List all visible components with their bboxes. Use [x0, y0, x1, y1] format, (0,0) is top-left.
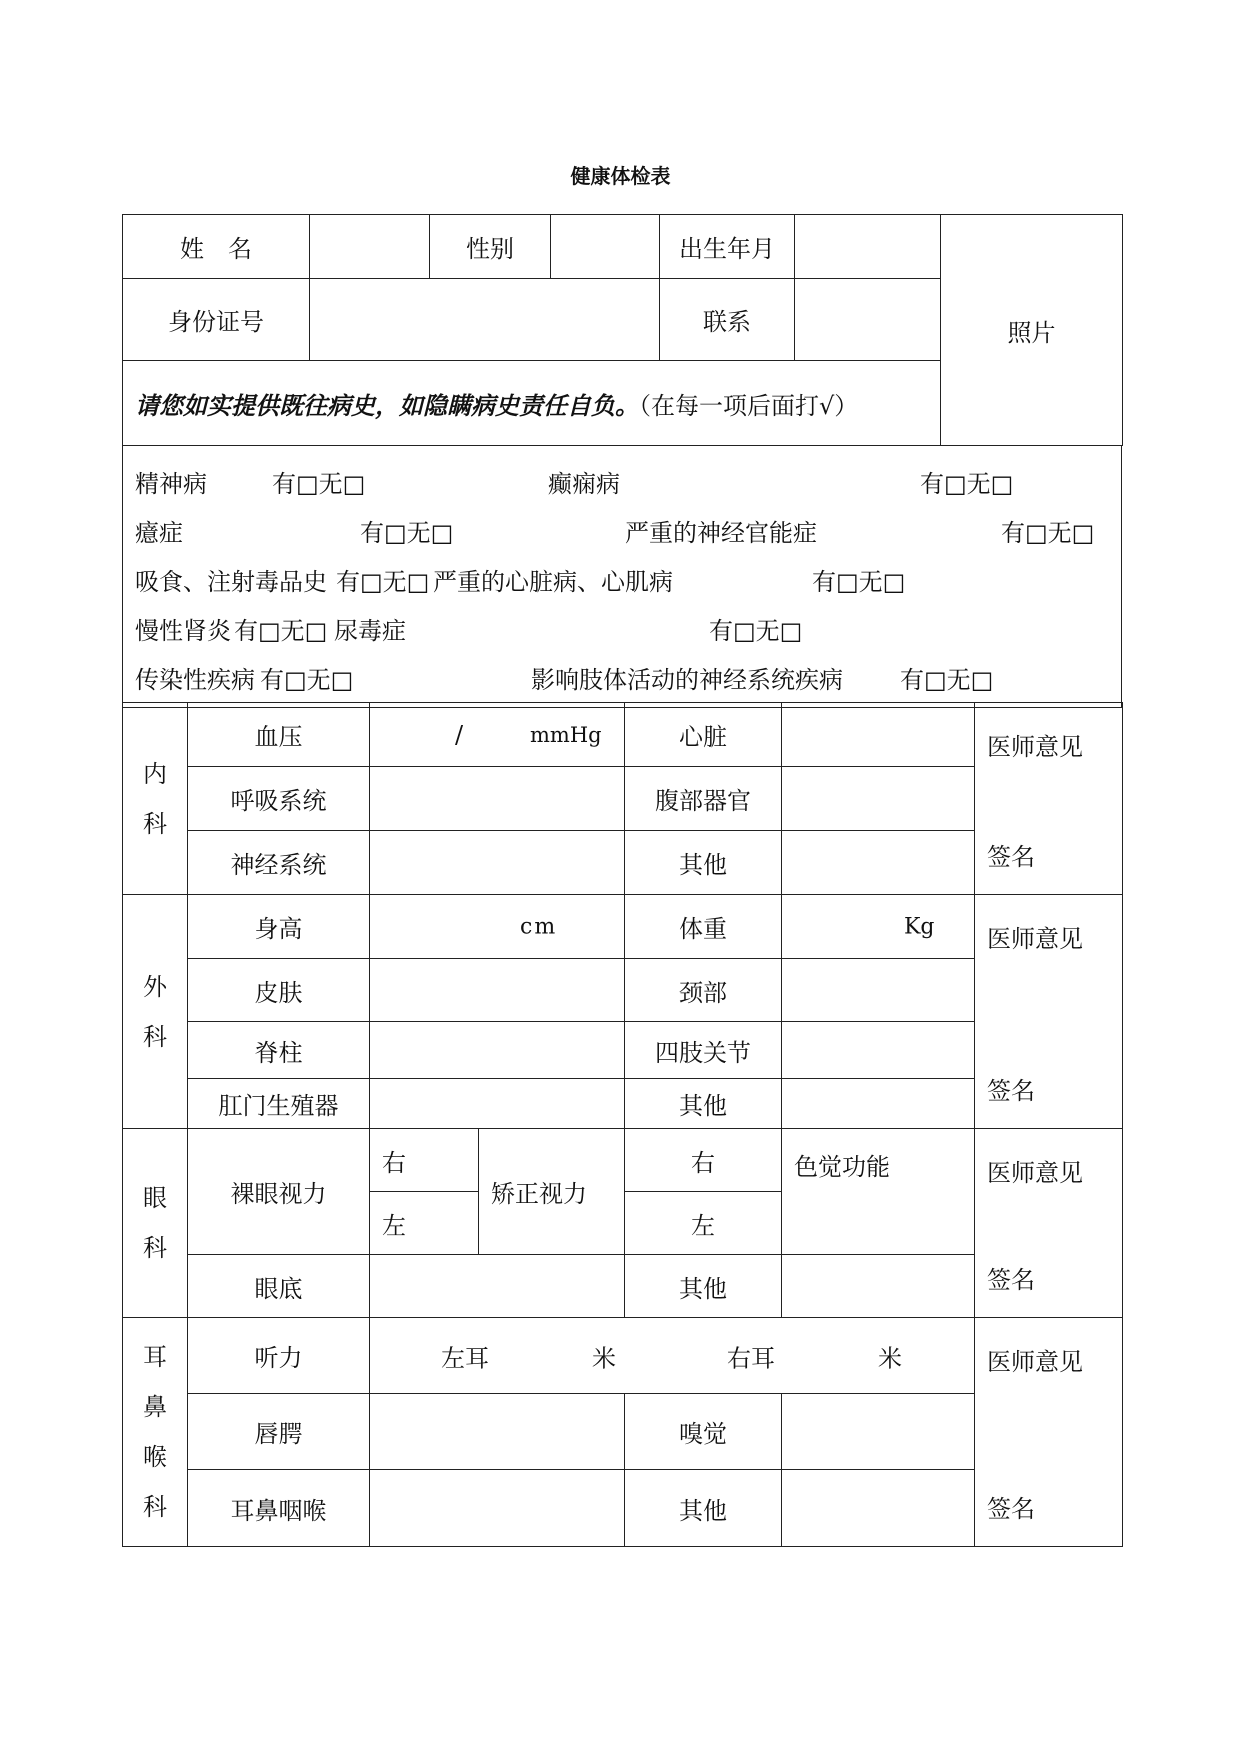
ent-other-field[interactable]: [782, 1470, 975, 1547]
internal-opinion-label: 医师意见: [987, 733, 1083, 761]
skin-field[interactable]: [370, 959, 625, 1022]
surgery-opinion[interactable]: [975, 895, 1123, 1129]
history-row: [135, 601, 1109, 650]
ent-other-label: 其他: [625, 1470, 782, 1547]
corrected-right-label: 右: [691, 1148, 715, 1177]
surgery-other-label: 其他: [625, 1079, 782, 1129]
infectious-checkbox[interactable]: 有□无□: [260, 666, 354, 694]
internal-dept-label: 内 科: [123, 703, 188, 895]
bp-unit: mmHg: [530, 722, 602, 747]
neurosis-checkbox[interactable]: 有□无□: [1001, 519, 1095, 547]
left-ear-unit: 米: [592, 1344, 616, 1372]
abdomen-label: 腹部器官: [625, 767, 782, 831]
heart-disease-label: 严重的心脏病、心肌病: [433, 568, 673, 596]
history-instruction: [123, 361, 941, 446]
bp-slash: /: [455, 720, 464, 749]
smell-label: 嗅觉: [625, 1394, 782, 1470]
right-ear-unit: 米: [878, 1344, 902, 1372]
weight-unit: Kg: [904, 914, 935, 939]
fundus-label: 眼底: [188, 1255, 370, 1318]
photo-label: 照片: [1007, 318, 1056, 347]
eye-signature-label: 签名: [987, 1266, 1035, 1294]
contact-field[interactable]: [795, 279, 941, 361]
color-vision-field[interactable]: [782, 1129, 975, 1255]
eye-other-field[interactable]: [782, 1255, 975, 1318]
surgery-opinion-label: 医师意见: [987, 925, 1083, 953]
ent-dept-label: 耳 鼻 喉 科: [123, 1318, 188, 1547]
gender-label: 性别: [430, 215, 551, 279]
ent-label: 耳鼻咽喉: [188, 1470, 370, 1547]
internal-other-label: 其他: [625, 831, 782, 895]
ent-opinion-label: 医师意见: [987, 1348, 1083, 1376]
neuro-limb-checkbox[interactable]: 有□无□: [900, 666, 994, 694]
infectious-label: 传染性疾病: [135, 666, 255, 694]
name-label: 姓 名: [123, 215, 310, 279]
ent-opinion[interactable]: [975, 1318, 1123, 1547]
gender-field[interactable]: [551, 215, 660, 279]
eye-opinion[interactable]: [975, 1129, 1123, 1318]
name-field[interactable]: [310, 215, 430, 279]
id-field[interactable]: [310, 279, 660, 361]
epilepsy-checkbox[interactable]: 有□无□: [920, 470, 1014, 498]
psychosis-checkbox[interactable]: 有□无□: [272, 470, 366, 498]
hearing-field[interactable]: [370, 1318, 975, 1394]
drugs-label: 吸食、注射毒品史: [135, 568, 327, 596]
nephritis-label: 慢性肾炎: [135, 617, 231, 645]
exam-table: [122, 702, 1123, 1547]
hysteria-checkbox[interactable]: 有□无□: [360, 519, 454, 547]
id-label: 身份证号: [123, 279, 310, 361]
neck-label: 颈部: [625, 959, 782, 1022]
spine-field[interactable]: [370, 1022, 625, 1079]
corrected-left-label: 左: [691, 1211, 715, 1240]
history-box: [123, 446, 1122, 708]
bp-label: 血压: [188, 703, 370, 767]
respiratory-field[interactable]: [370, 767, 625, 831]
history-row: [135, 552, 1109, 601]
psychosis-label: 精神病: [135, 470, 207, 498]
birth-field[interactable]: [795, 215, 941, 279]
uremia-checkbox[interactable]: 有□无□: [709, 617, 803, 645]
limbs-field[interactable]: [782, 1022, 975, 1079]
history-row: [135, 503, 1109, 552]
neck-field[interactable]: [782, 959, 975, 1022]
internal-signature-label: 签名: [987, 843, 1035, 871]
right-ear-label: 右耳: [727, 1344, 775, 1372]
spine-label: 脊柱: [188, 1022, 370, 1079]
ent-field[interactable]: [370, 1470, 625, 1547]
skin-label: 皮肤: [188, 959, 370, 1022]
height-label: 身高: [188, 895, 370, 959]
nephritis-checkbox[interactable]: 有□无□: [234, 617, 328, 645]
naked-left-label: 左: [382, 1211, 406, 1240]
nervous-label: 神经系统: [188, 831, 370, 895]
naked-left-field[interactable]: [370, 1192, 479, 1255]
uremia-label: 尿毒症: [334, 617, 406, 645]
anal-label: 肛门生殖器: [188, 1079, 370, 1129]
corrected-right-field[interactable]: [625, 1129, 782, 1192]
height-unit: cm: [520, 914, 558, 939]
lip-label: 唇腭: [188, 1394, 370, 1470]
neurosis-label: 严重的神经官能症: [625, 519, 817, 547]
abdomen-field[interactable]: [782, 767, 975, 831]
history-row: [135, 650, 1109, 699]
smell-field[interactable]: [782, 1394, 975, 1470]
ent-signature-label: 签名: [987, 1495, 1035, 1523]
limbs-label: 四肢关节: [625, 1022, 782, 1079]
medical-history-table: [122, 445, 1122, 708]
corrected-left-field[interactable]: [625, 1192, 782, 1255]
internal-other-field[interactable]: [782, 831, 975, 895]
hearing-label: 听力: [188, 1318, 370, 1394]
hysteria-label: 癔症: [135, 519, 183, 547]
respiratory-label: 呼吸系统: [188, 767, 370, 831]
contact-label: 联系: [660, 279, 795, 361]
personal-info-table: [122, 214, 1123, 446]
left-ear-label: 左耳: [441, 1344, 489, 1372]
page-title: 健康体检表: [570, 164, 671, 188]
birth-label: 出生年月: [660, 215, 795, 279]
bp-field[interactable]: [370, 703, 625, 767]
epilepsy-label: 癫痫病: [548, 470, 620, 498]
neuro-limb-label: 影响肢体活动的神经系统疾病: [531, 666, 843, 694]
photo-box[interactable]: [941, 215, 1123, 446]
instruction-note: （在每一项后面打√）: [639, 391, 859, 420]
color-vision-label: 色觉功能: [794, 1153, 890, 1181]
nervous-field[interactable]: [370, 831, 625, 895]
fundus-field[interactable]: [370, 1255, 625, 1318]
naked-right-field[interactable]: [370, 1129, 479, 1192]
corrected-vision-label: 矫正视力: [479, 1129, 625, 1255]
naked-vision-label: 裸眼视力: [188, 1129, 370, 1255]
surgery-signature-label: 签名: [987, 1077, 1035, 1105]
history-row: [135, 454, 1109, 503]
surgery-dept-label: 外 科: [123, 895, 188, 1129]
weight-label: 体重: [625, 895, 782, 959]
heart-field[interactable]: [782, 703, 975, 767]
instruction-main: 请您如实提供既往病史，如隐瞒病史责任自负。: [135, 390, 639, 420]
eye-other-label: 其他: [625, 1255, 782, 1318]
weight-field[interactable]: [782, 895, 975, 959]
anal-field[interactable]: [370, 1079, 625, 1129]
eye-opinion-label: 医师意见: [987, 1159, 1083, 1187]
drugs-checkbox[interactable]: 有□无□: [336, 568, 430, 596]
height-field[interactable]: [370, 895, 625, 959]
naked-right-label: 右: [382, 1148, 406, 1177]
heart-label: 心脏: [625, 703, 782, 767]
lip-field[interactable]: [370, 1394, 625, 1470]
heart-disease-checkbox[interactable]: 有□无□: [812, 568, 906, 596]
internal-opinion[interactable]: [975, 703, 1123, 895]
eye-dept-label: 眼 科: [123, 1129, 188, 1318]
surgery-other-field[interactable]: [782, 1079, 975, 1129]
